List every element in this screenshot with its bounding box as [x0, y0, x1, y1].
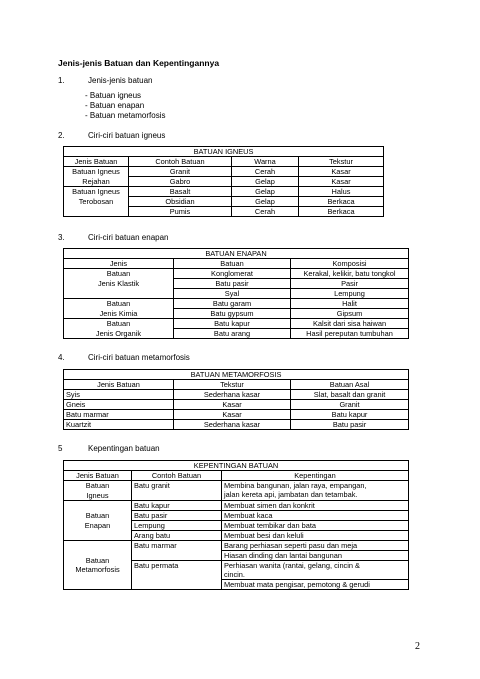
table-cell: Kasar: [174, 410, 291, 420]
table-cell: Cerah: [232, 167, 299, 177]
table-cell: Batu gypsum: [174, 309, 291, 319]
table-row: [64, 541, 409, 551]
table-cell: Arang batu: [132, 531, 222, 541]
table-cell: Membuat kaca: [222, 511, 409, 521]
table-cell: Kasar: [299, 167, 384, 177]
table-cell: Hasil pereputan tumbuhan: [291, 329, 409, 339]
table-cell: Batu kapur: [132, 501, 222, 511]
table-row: [64, 319, 409, 329]
table-cell: Gelap: [232, 177, 299, 187]
table-cell: Syis: [64, 390, 174, 400]
list-item: - Batuan igneus: [85, 91, 165, 101]
table-row: [64, 400, 409, 410]
column-header: Batuan: [174, 259, 291, 269]
table-cell: Lempung: [291, 289, 409, 299]
group-cell: Batuan Igneus: [64, 481, 132, 501]
page-number: 2: [415, 641, 420, 652]
group-cell: Batuan Metamorfosis: [64, 541, 132, 590]
table-header-row: [64, 471, 409, 481]
column-header: Tekstur: [299, 157, 384, 167]
igneus-table: [63, 146, 384, 217]
table-row: [64, 269, 409, 279]
list-item: - Batuan metamorfosis: [85, 111, 165, 121]
table-row: [64, 481, 409, 501]
table-cell: Lempung: [132, 521, 222, 531]
table-cell: Gelap: [232, 197, 299, 207]
enapan-table: [63, 248, 409, 339]
table-cell: Batu arang: [174, 329, 291, 339]
table-cell: Granit: [291, 400, 409, 410]
section-heading-4: [58, 353, 190, 362]
group-cell: Batuan Enapan: [64, 501, 132, 541]
section-number: 5: [58, 444, 63, 453]
group-cell: Batuan Igneus Rejahan: [64, 167, 129, 187]
table-cell: Slat, basalt dan granit: [291, 390, 409, 400]
column-header: Tekstur: [174, 380, 291, 390]
group-cell: Batuan Jenis Kimia: [64, 299, 174, 319]
table-cell: Pumis: [129, 207, 232, 217]
table-cell: Batu granit: [132, 481, 222, 501]
section-heading-2: [58, 131, 165, 140]
table-cell: Kuartzit: [64, 420, 174, 430]
section-label: Kepentingan batuan: [88, 444, 160, 453]
column-header: Kepentingan: [222, 471, 409, 481]
section-heading-1: [58, 76, 152, 85]
table-cell: Membuat simen dan konkrit: [222, 501, 409, 511]
table-cell: Kasar: [299, 177, 384, 187]
table-cell: Barang perhiasan seperti pasu dan meja: [222, 541, 409, 551]
table-cell: Membuat tembikar dan bata: [222, 521, 409, 531]
table-cell: Gipsum: [291, 309, 409, 319]
table-cell: Gneis: [64, 400, 174, 410]
table-caption: BATUAN ENAPAN: [64, 249, 409, 259]
table-cell: Batu pasir: [291, 420, 409, 430]
column-header: Warna: [232, 157, 299, 167]
table-caption: BATUAN METAMORFOSIS: [64, 370, 409, 380]
table-cell: Batu marmar: [132, 541, 222, 561]
section-heading-3: [58, 233, 169, 242]
column-header: Jenis Batuan: [64, 380, 174, 390]
column-header: Contoh Batuan: [129, 157, 232, 167]
table-header-row: [64, 380, 409, 390]
column-header: Jenis Batuan: [64, 471, 132, 481]
section-label: Ciri-ciri batuan metamorfosis: [88, 353, 190, 362]
table-row: [64, 390, 409, 400]
column-header: Batuan Asal: [291, 380, 409, 390]
table-cell: Gelap: [232, 187, 299, 197]
table-cell: Basalt: [129, 187, 232, 197]
table-cell: Perhiasan wanita (rantai, gelang, cincin & cincin.: [222, 561, 409, 580]
rock-type-list: [85, 91, 165, 121]
table-cell: Halus: [299, 187, 384, 197]
table-row: [64, 299, 409, 309]
table-cell: Granit: [129, 167, 232, 177]
table-row: [64, 501, 409, 511]
table-cell: Berkaca: [299, 207, 384, 217]
kepentingan-table: [63, 460, 409, 590]
table-cell: Pasir: [291, 279, 409, 289]
table-header-row: [64, 259, 409, 269]
table-cell: Membuat besi dan keluli: [222, 531, 409, 541]
table-cell: Membuat mata pengisar, pemotong & gerudi: [222, 580, 409, 590]
column-header: Komposisi: [291, 259, 409, 269]
table-row: [64, 167, 384, 177]
table-cell: Kerakal, kelikir, batu tongkol: [291, 269, 409, 279]
table-cell: Kasar: [174, 400, 291, 410]
group-cell: Batuan Igneus Terobosan: [64, 187, 129, 217]
section-number: 3.: [58, 233, 65, 242]
table-row: [64, 187, 384, 197]
section-heading-5: [58, 444, 160, 453]
table-cell: Konglomerat: [174, 269, 291, 279]
table-cell: Sederhana kasar: [174, 420, 291, 430]
metamorfosis-table: [63, 369, 409, 430]
table-cell: Batu pasir: [132, 511, 222, 521]
table-cell: Batu pasir: [174, 279, 291, 289]
table-row: [64, 420, 409, 430]
group-cell: Batuan Jenis Klastik: [64, 269, 174, 299]
column-header: Jenis Batuan: [64, 157, 129, 167]
table-cell: Batu marmar: [64, 410, 174, 420]
table-cell: Syal: [174, 289, 291, 299]
table-cell: Hiasan dinding dan lantai bangunan: [222, 551, 409, 561]
section-label: Ciri-ciri batuan enapan: [88, 233, 169, 242]
column-header: Jenis: [64, 259, 174, 269]
table-cell: Batu garam: [174, 299, 291, 309]
table-caption: KEPENTINGAN BATUAN: [64, 461, 409, 471]
table-cell: Kalsit dari sisa haiwan: [291, 319, 409, 329]
table-cell: Sederhana kasar: [174, 390, 291, 400]
table-cell: Batu kapur: [174, 319, 291, 329]
table-cell: Halit: [291, 299, 409, 309]
table-cell: Cerah: [232, 207, 299, 217]
table-cell: Berkaca: [299, 197, 384, 207]
table-caption: BATUAN IGNEUS: [64, 147, 384, 157]
section-label: Jenis-jenis batuan: [88, 76, 153, 85]
table-cell: Obsidian: [129, 197, 232, 207]
table-cell: Gabro: [129, 177, 232, 187]
table-row: [64, 410, 409, 420]
column-header: Contoh Batuan: [132, 471, 222, 481]
group-cell: Batuan Jenis Organik: [64, 319, 174, 339]
table-header-row: [64, 157, 384, 167]
page-title: Jenis-jenis Batuan dan Kepentingannya: [58, 58, 220, 68]
table-cell: Batu permata: [132, 561, 222, 590]
list-item: - Batuan enapan: [85, 101, 165, 111]
section-label: Ciri-ciri batuan igneus: [88, 131, 166, 140]
section-number: 1.: [58, 76, 65, 85]
table-cell: Batu kapur: [291, 410, 409, 420]
section-number: 4.: [58, 353, 65, 362]
section-number: 2.: [58, 131, 65, 140]
table-cell: Membina bangunan, jalan raya, empangan, jalan kereta api, jambatan dan tetambak.: [222, 481, 409, 501]
